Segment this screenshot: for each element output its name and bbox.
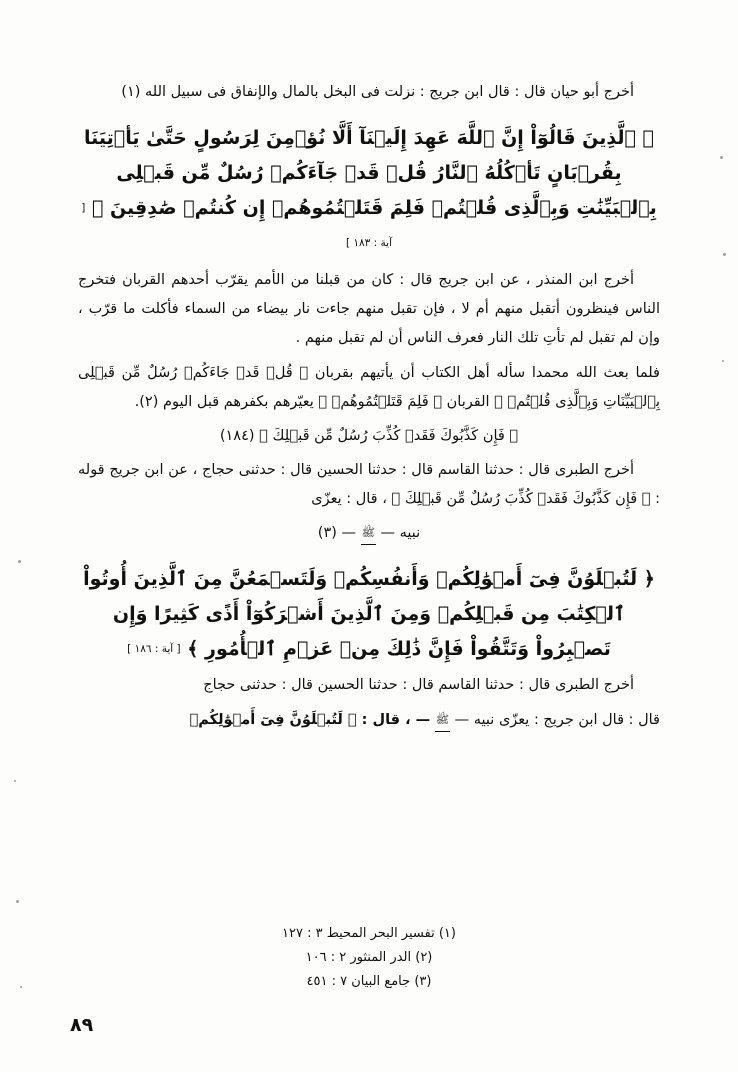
line-nabiyyahu-2-suffix: — ، قال : ﴿ لَتُبۡلَوُنَّ فِىٓ أَمۡوَٰلِكُمۡ — [189, 712, 431, 729]
paragraph-tabari-2: أخرج الطبرى قال : حدثنا القاسم قال : حدثنا الحسين قال : حدثنى حجاج — [203, 677, 634, 694]
scan-speck — [16, 900, 19, 903]
line-nabiyyahu-2-prefix: قال : قال ابن جريج : يعزّى نبيه — — [454, 712, 660, 729]
sallallahu-alayhi-wasallam-icon: ﷺ — [361, 523, 376, 545]
footnote-1-text: تفسير البحر المحيط ٣ : ١٢٧ — [282, 925, 435, 941]
ayah-reference-186: [ آية : ١٨٦ ] — [127, 642, 181, 655]
line-nabiyyahu-1-prefix: نبيه — — [380, 525, 421, 542]
line-nabiyyahu-1-suffix: — (٣) — [317, 525, 357, 542]
page-number: ٨٩ — [70, 1014, 94, 1036]
quran-verse-183-text: ﴿ ٱلَّذِينَ قَالُوٓاْ إِنَّ ٱللَّهَ عَهِدَ إِلَيۡنَآ أَلَّا نُؤۡمِنَ لِرَسُولٍ حَتَّىٰ يَأۡتِيَنَا بِقُرۡبَانٍ تَأۡكُلُهُ ٱلنَّارُ قُلۡ قَدۡ جَآءَكُمۡ رُسُلٌ مِّن قَبۡلِى بِٱلۡبَيِّنَٰتِ وَبِٱلَّذِى قُلۡتُمۡ فَلِمَ قَتَلۡتُمُوهُمۡ إِن كُنتُمۡ صَٰدِقِينَ ﴾ — [84, 127, 657, 220]
page-body — [78, 78, 660, 741]
paragraph-qurban-explanation: فلما بعث الله محمدا سأله أهل الكتاب أن يأتيهم بقربان ﴿ قُلۡ قَدۡ جَاءَكُمۡ رُسُلٌ مِّن قَبۡلِى بِٱلۡبَيِّنَاتِ وَبِٱلَّذِى قُلۡتُمۡ ﴾ القربان ﴿ فَلِمَ قَتَلۡتُمُوهُمۡ ﴾ يعيّرهم بكفرهم قبل اليوم (٢). — [78, 364, 660, 410]
scan-speck — [18, 560, 21, 563]
footnote-2-marker: (٢) — [415, 949, 433, 965]
scan-speck — [723, 253, 726, 256]
footnote-2-text: الدر المنثور ٢ : ١٠٦ — [305, 949, 412, 965]
quran-verse-184: ﴿ فَإِن كَذَّبُوكَ فَقَدۡ كُذِّبَ رُسُلٌ مِّن قَبۡلِكَ ﴾ (١٨٤) — [219, 427, 519, 444]
quran-verse-186-text: ﴿ لَتُبۡلَوُنَّ فِىٓ أَمۡوَٰلِكُمۡ وَأَنفُسِكُمۡ وَلَتَسۡمَعُنَّ مِنَ ٱلَّذِينَ أُوتُواْ ٱلۡكِتَٰبَ مِن قَبۡلِكُمۡ وَمِنَ ٱلَّذِينَ أَشۡرَكُوٓاْ أَذًى كَثِيرًا وَإِن تَصۡبِرُواْ وَتَتَّقُواْ فَإِنَّ ذَٰلِكَ مِنۡ عَزۡمِ ٱلۡأُمُورِ ﴾ — [83, 567, 655, 660]
ayah-reference-183: [ آية : ١٨٣ ] — [81, 202, 393, 250]
scan-speck — [722, 360, 724, 362]
paragraph-tabari-1: أخرج الطبرى قال : حدثنا القاسم قال : حدثنا الحسين قال : حدثنى حجاج ، عن ابن جريج قوله : ﴿ فَإِن كَذَّبُوكَ فَقَدۡ كُذِّبَ رُسُلٌ مِّن قَبۡلِكَ ﴾ ، قال : يعزّى — [78, 462, 660, 508]
line-nabiyyahu-1 — [78, 520, 660, 548]
scan-speck — [20, 986, 22, 988]
footnote-1-marker: (١) — [438, 925, 456, 941]
footnotes-section — [78, 922, 660, 994]
footnote-3-marker: (٣) — [414, 973, 432, 989]
quran-verse-186 — [78, 562, 660, 667]
line-nabiyyahu-2 — [78, 706, 660, 735]
scan-speck — [14, 780, 16, 782]
footnote-2 — [78, 946, 660, 970]
paragraph-abu-hayyan: أخرج أبو حيان قال : قال ابن جريج : نزلت فى البخل بالمال والإنفاق فى سبيل الله (١) — [121, 84, 634, 100]
footnote-3 — [78, 970, 660, 994]
scan-speck — [720, 156, 723, 159]
paragraph-ibn-mundhir: أخرج ابن المنذر ، عن ابن جريج قال : كان من قبلنا من الأمم يقرّب أحدهم القربان فتخرج الناس فينظرون أتقبل منهم أم لا ، فإن تقبل منهم جاءت نار بيضاء من السماء فأكلت ما قرّب ، وإن لم تقبل لم تأتِ تلك النار فعرف الناس أن لم تقبل منهم . — [78, 271, 660, 346]
footnote-3-text: جامع البيان ٧ : ٤٥١ — [306, 973, 411, 989]
quran-verse-183 — [78, 121, 660, 262]
sallallahu-alayhi-wasallam-icon: ﷺ — [435, 709, 450, 732]
footnote-1 — [78, 922, 660, 946]
